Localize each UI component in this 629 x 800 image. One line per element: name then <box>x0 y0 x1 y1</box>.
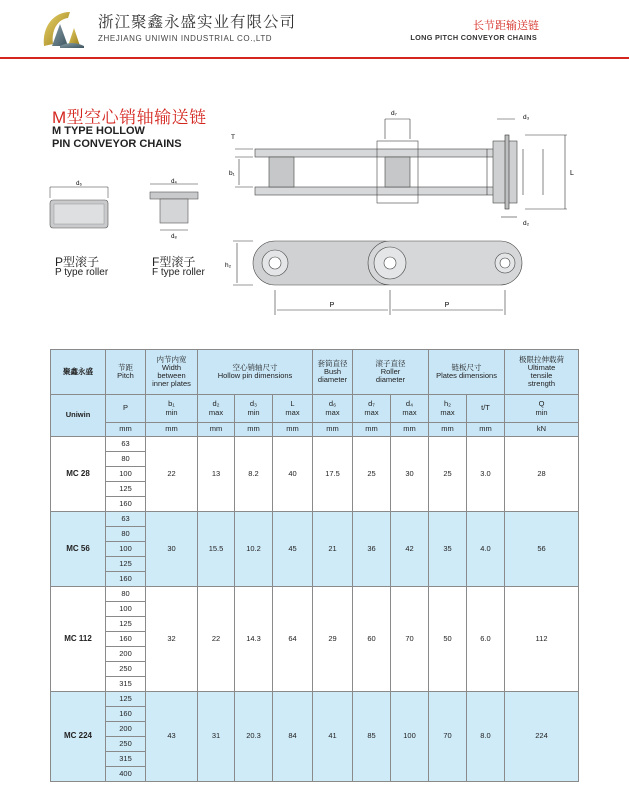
table-row <box>51 437 579 452</box>
sym-L <box>273 395 313 423</box>
company-logo-icon <box>38 6 88 54</box>
unit-cell: mm <box>273 423 313 437</box>
pitch-header <box>106 350 146 395</box>
pitch-cell: 100 <box>106 542 146 557</box>
sym-L-text: L max <box>285 399 300 417</box>
value-cell-d3: 8.2 <box>235 437 273 512</box>
value-cell-tT: 8.0 <box>467 692 505 782</box>
sym-d7 <box>353 395 391 423</box>
spec-table-body <box>51 350 579 782</box>
table-unit-row <box>51 423 579 437</box>
sym-d6 <box>313 395 353 423</box>
page-header <box>0 0 629 60</box>
d3-dim-label: d₃ <box>523 114 530 121</box>
width-header <box>146 350 198 395</box>
f-roller-label-en: F type roller <box>152 267 205 278</box>
product-title-en-line1: M TYPE HOLLOW <box>52 125 145 137</box>
value-cell-h2: 35 <box>429 512 467 587</box>
value-cell-L: 64 <box>273 587 313 692</box>
d7-dim-label: d₇ <box>391 110 397 117</box>
category-title-cn: 长节距输送链 <box>473 20 539 32</box>
pitch-cell: 100 <box>106 602 146 617</box>
unit-cell: mm <box>429 423 467 437</box>
pitch-cell: 160 <box>106 632 146 647</box>
value-cell-d6: 21 <box>313 512 353 587</box>
unit-cell: mm <box>313 423 353 437</box>
h2-dim-label: h₂ <box>225 262 232 269</box>
value-cell-L: 40 <box>273 437 313 512</box>
sym-d3-text: d₃ min <box>247 399 260 417</box>
pitch-cell: 400 <box>106 767 146 782</box>
value-cell-d6: 29 <box>313 587 353 692</box>
table-row <box>51 587 579 602</box>
product-title-cn: M型空心销轴输送链 <box>52 108 207 127</box>
unit-cell: mm <box>146 423 198 437</box>
pitch-cell: 250 <box>106 737 146 752</box>
value-cell-d7: 36 <box>353 512 391 587</box>
d4-dim-label: d₄ <box>171 179 177 185</box>
pitch-cell: 125 <box>106 557 146 572</box>
company-name-en: ZHEJIANG UNIWIN INDUSTRIAL CO.,LTD <box>98 34 273 43</box>
value-cell-d2: 22 <box>198 587 235 692</box>
sym-P: P <box>106 395 146 423</box>
pitch-cell: 125 <box>106 482 146 497</box>
value-cell-d7: 85 <box>353 692 391 782</box>
d8-dim-label: d₈ <box>171 234 177 240</box>
sym-d2 <box>198 395 235 423</box>
value-cell-tT: 6.0 <box>467 587 505 692</box>
value-cell-b1: 30 <box>146 512 198 587</box>
pitch-cell: 125 <box>106 692 146 707</box>
p-roller-label-cn: P型滚子 <box>55 255 100 269</box>
sym-d3 <box>235 395 273 423</box>
pitch-cell: 63 <box>106 512 146 527</box>
brand-header-en: Uniwin <box>51 395 106 437</box>
plates-header-text: 链板尺寸 Plates dimensions <box>436 362 497 380</box>
sym-b1-text: b₁ min <box>165 399 178 417</box>
model-cell: MC 112 <box>51 587 106 692</box>
value-cell-h2: 70 <box>429 692 467 782</box>
value-cell-b1: 32 <box>146 587 198 692</box>
sym-Q <box>505 395 579 423</box>
value-cell-h2: 50 <box>429 587 467 692</box>
roller-drawings <box>40 178 230 248</box>
table-row <box>51 512 579 527</box>
unit-cell: mm <box>235 423 273 437</box>
unit-cell: mm <box>391 423 429 437</box>
value-cell-Q: 224 <box>505 692 579 782</box>
plates-header <box>429 350 505 395</box>
b1-dim-label: b₁ <box>229 170 235 177</box>
sym-d6-text: d₆ max <box>325 399 340 417</box>
pitch-cell: 125 <box>106 617 146 632</box>
bush-header <box>313 350 353 395</box>
value-cell-Q: 28 <box>505 437 579 512</box>
table-header-row <box>51 350 579 395</box>
hollow-pin-header-text: 空心销轴尺寸 Hollow pin dimensions <box>217 362 293 380</box>
sym-d2-text: d₂ max <box>208 399 224 417</box>
value-cell-b1: 22 <box>146 437 198 512</box>
value-cell-d7: 25 <box>353 437 391 512</box>
roller-header-text: 滚子直径 Roller diameter <box>375 358 406 385</box>
pitch-cell: 100 <box>106 467 146 482</box>
value-cell-b1: 43 <box>146 692 198 782</box>
table-symbol-row <box>51 395 579 423</box>
value-cell-L: 45 <box>273 512 313 587</box>
sym-b1 <box>146 395 198 423</box>
sym-h2 <box>429 395 467 423</box>
bush-header-text: 套筒直径 Bush diameter <box>317 358 348 385</box>
strength-header <box>505 350 579 395</box>
d2-dim-label: d₂ <box>523 220 530 227</box>
chain-technical-drawing <box>225 105 585 320</box>
value-cell-tT: 4.0 <box>467 512 505 587</box>
pitch-cell: 315 <box>106 752 146 767</box>
value-cell-d6: 41 <box>313 692 353 782</box>
value-cell-d3: 10.2 <box>235 512 273 587</box>
value-cell-d2: 15.5 <box>198 512 235 587</box>
hollow-pin-header <box>198 350 313 395</box>
T-dim-label: T <box>231 134 235 141</box>
value-cell-d4: 70 <box>391 587 429 692</box>
L-dim-label: L <box>570 170 574 177</box>
category-title-en: LONG PITCH CONVEYOR CHAINS <box>410 33 537 42</box>
pitch-cell: 160 <box>106 707 146 722</box>
pitch-cell: 160 <box>106 497 146 512</box>
pitch-dim-label-1: P <box>329 302 335 309</box>
sym-Q-text: Q min <box>535 399 548 417</box>
value-cell-d6: 17.5 <box>313 437 353 512</box>
chain-spec-table <box>50 349 579 782</box>
f-roller-label-cn: F型滚子 <box>152 255 196 269</box>
pitch-cell: 315 <box>106 677 146 692</box>
table-row <box>51 692 579 707</box>
value-cell-d4: 42 <box>391 512 429 587</box>
p-type-roller-drawing <box>50 181 108 228</box>
value-cell-d4: 30 <box>391 437 429 512</box>
sym-d7-text: d₇ max <box>364 399 379 417</box>
value-cell-Q: 112 <box>505 587 579 692</box>
model-cell: MC 28 <box>51 437 106 512</box>
d6-dim-label: d₆ <box>76 181 82 187</box>
model-cell: MC 56 <box>51 512 106 587</box>
pitch-dim-label-2: P <box>444 302 450 309</box>
value-cell-tT: 3.0 <box>467 437 505 512</box>
value-cell-d7: 60 <box>353 587 391 692</box>
roller-header <box>353 350 429 395</box>
p-roller-label-en: P type roller <box>55 267 109 278</box>
unit-cell: mm <box>106 423 146 437</box>
model-cell: MC 224 <box>51 692 106 782</box>
sym-tT: t/T <box>467 395 505 423</box>
value-cell-d4: 100 <box>391 692 429 782</box>
product-title-en-line2: PIN CONVEYOR CHAINS <box>52 138 182 150</box>
sym-d4-text: d₄ max <box>402 399 417 417</box>
unit-cell: mm <box>198 423 235 437</box>
pitch-cell: 160 <box>106 572 146 587</box>
pitch-cell: 80 <box>106 527 146 542</box>
value-cell-h2: 25 <box>429 437 467 512</box>
strength-header-text: 极限拉伸载荷 Ultimate tensile strength <box>519 354 565 389</box>
value-cell-d3: 20.3 <box>235 692 273 782</box>
value-cell-Q: 56 <box>505 512 579 587</box>
value-cell-d2: 31 <box>198 692 235 782</box>
header-divider <box>0 57 629 59</box>
pitch-cell: 80 <box>106 452 146 467</box>
brand-header-cn: 聚鑫永盛 <box>51 350 106 395</box>
unit-cell: mm <box>353 423 391 437</box>
pitch-cell: 200 <box>106 722 146 737</box>
value-cell-d2: 13 <box>198 437 235 512</box>
value-cell-L: 84 <box>273 692 313 782</box>
pitch-header-text: 节距 Pitch <box>117 362 134 380</box>
pitch-cell: 63 <box>106 437 146 452</box>
pitch-cell: 200 <box>106 647 146 662</box>
unit-cell: kN <box>505 423 579 437</box>
unit-cell: mm <box>467 423 505 437</box>
sym-d4 <box>391 395 429 423</box>
company-name-cn: 浙江聚鑫永盛实业有限公司 <box>98 14 297 31</box>
f-type-roller-drawing <box>150 179 198 240</box>
width-header-text: 内节内宽 Width between inner plates <box>152 354 191 389</box>
pitch-cell: 80 <box>106 587 146 602</box>
value-cell-d3: 14.3 <box>235 587 273 692</box>
pitch-cell: 250 <box>106 662 146 677</box>
sym-h2-text: h₂ max <box>440 399 455 417</box>
